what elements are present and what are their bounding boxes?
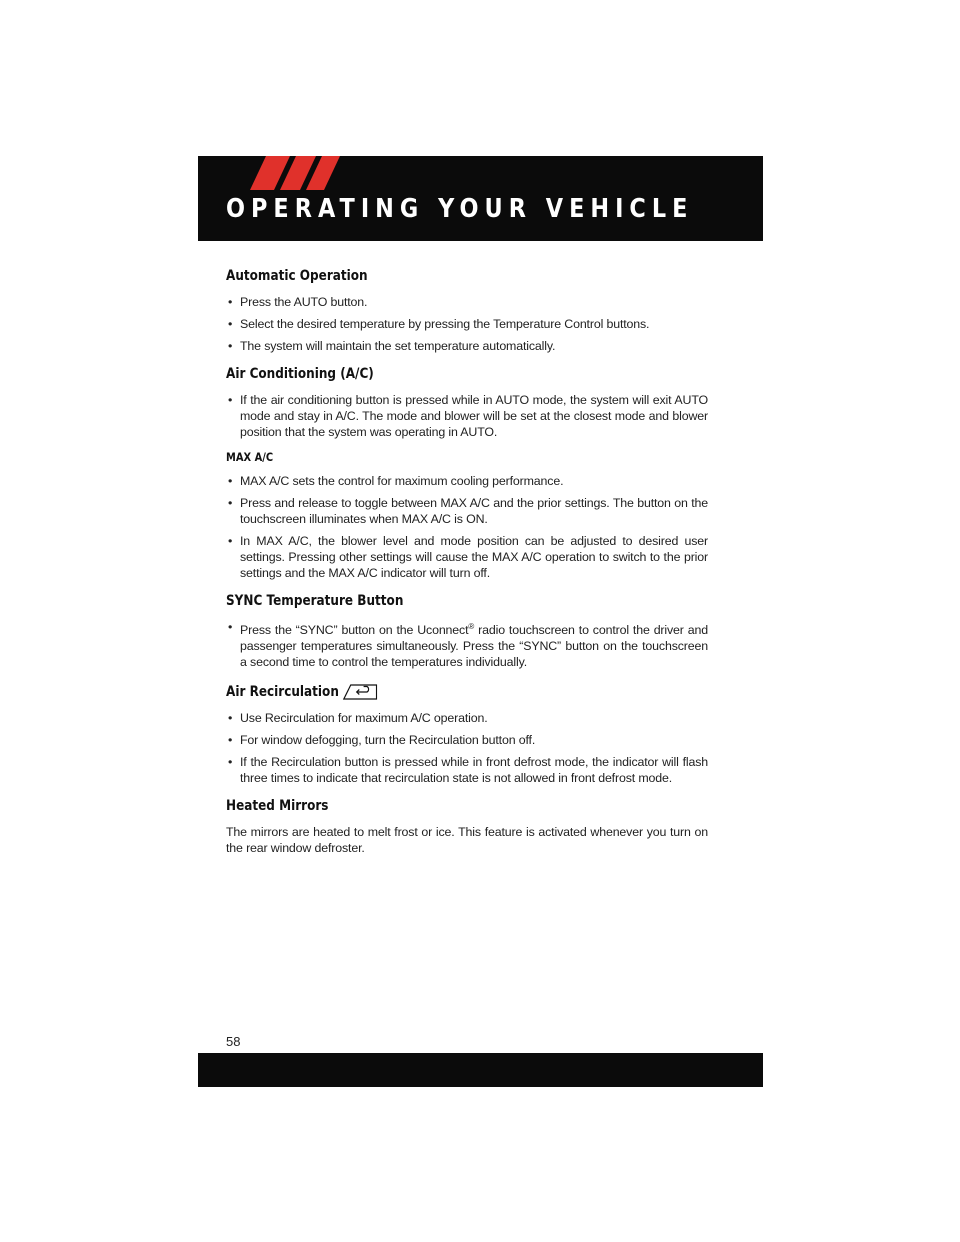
red-stripes-logo (198, 156, 358, 196)
bullet-item: • The system will maintain the set temperature automatically. (226, 338, 708, 354)
bullet-item: • Press and release to toggle between MAX A/C and the prior settings. The button on the touchscreen illuminates when MAX A/C is ON. (226, 495, 708, 527)
page-content (226, 268, 708, 856)
sync-text-part1: Press the “SYNC” button on the Uconnect (240, 623, 469, 638)
header-title: OPERATING YOUR VEHICLE (226, 194, 694, 224)
heading-sync-temperature-button: SYNC Temperature Button (226, 593, 404, 609)
heading-automatic-operation: Automatic Operation (226, 268, 368, 284)
bullet-item: • For window defogging, turn the Recirculation button off. (226, 732, 708, 748)
section-header-bar (198, 156, 763, 241)
heading-max-ac: MAX A/C (226, 450, 274, 464)
air-recirculation-icon (342, 682, 380, 702)
bullet-item (226, 619, 708, 670)
bullet-item: • Press the AUTO button. (226, 294, 708, 310)
registered-mark: ® (468, 622, 475, 631)
page-number: 58 (226, 1034, 241, 1049)
sync-text-part2: radio touchscreen to control the driver and passenger temperatures simultaneously. Press the “SYNC” button on the touchscreen a second time to control the temperatures individually. (240, 623, 708, 670)
bullet-item: • If the air conditioning button is pressed while in AUTO mode, the system will exit AUTO mode and stay in A/C. The mode and blower will be set at the closest mode and blower position that the system was operating in AUTO. (226, 392, 708, 440)
heading-air-recirculation-label: Air Recirculation (226, 684, 339, 701)
heading-heated-mirrors: Heated Mirrors (226, 798, 329, 815)
heading-air-conditioning: Air Conditioning (A/C) (226, 366, 374, 382)
bullet-item: • Use Recirculation for maximum A/C operation. (226, 710, 708, 726)
heading-air-recirculation (226, 682, 641, 702)
footer-bar (198, 1053, 763, 1087)
bullet-item: • In MAX A/C, the blower level and mode position can be adjusted to desired user settings. Pressing other settings will cause the MAX A/C operation to switch to the prior settings and the MAX A/C indicator will turn off. (226, 533, 708, 581)
bullet-item: • If the Recirculation button is pressed while in front defrost mode, the indicator will flash three times to indicate that recirculation state is not allowed in front defrost mode. (226, 754, 708, 786)
bullet-item: • Select the desired temperature by pressing the Temperature Control buttons. (226, 316, 708, 332)
bullet-item: • MAX A/C sets the control for maximum cooling performance. (226, 473, 708, 489)
paragraph-heated-mirrors: The mirrors are heated to melt frost or ice. This feature is activated whenever you turn on the rear window defroster. (226, 825, 708, 856)
